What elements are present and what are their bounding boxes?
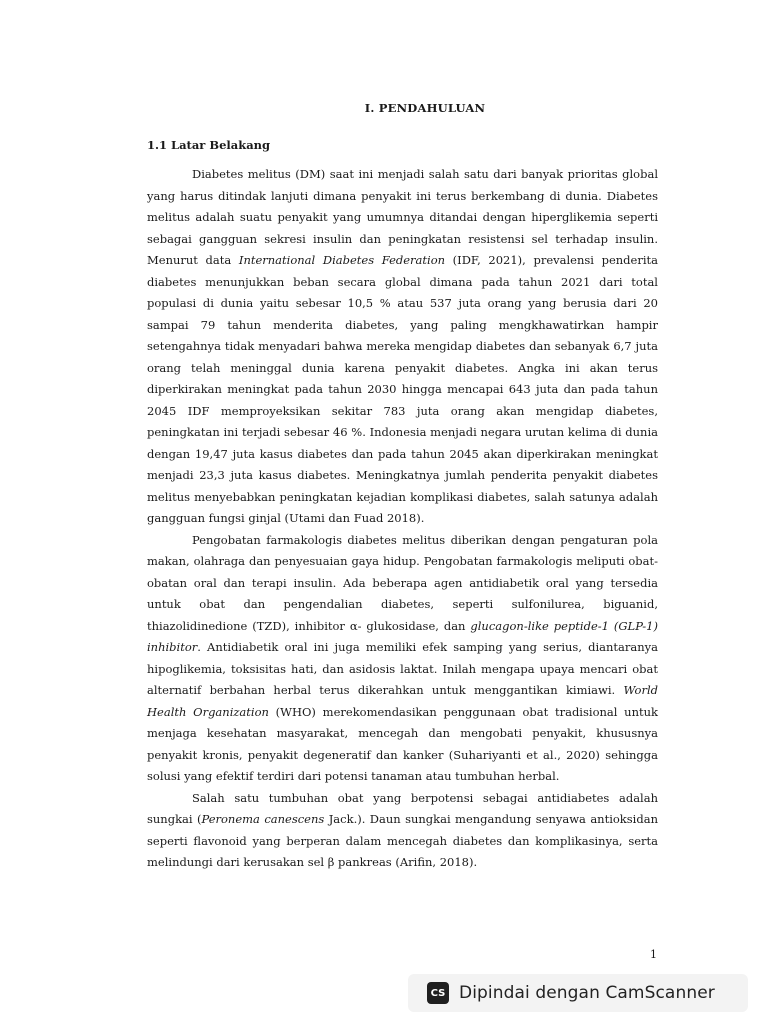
text-run: Pengobatan farmakologis diabetes melitus diberikan dengan pengaturan pola makan, olahraga dan penyesuaian gaya hidup. Pengobatan farmakologis meliputi obat-obatan oral dan terapi insulin. Ada beberapa agen antidiabetik oral yang tersedia untuk obat dan pengendalian diabetes, seperti sulfonilurea, biguanid, thiazolidinedione (TZD), inhibitor α- glukosidase, dan [147, 532, 658, 633]
paragraph [147, 530, 658, 788]
body-text [147, 164, 658, 874]
text-run-italic: World Health Organization [147, 683, 658, 719]
text-run: Diabetes melitus (DM) saat ini menjadi salah satu dari banyak prioritas global yang harus ditindak lanjuti dimana penyakit ini terus berkembang di dunia. Diabetes melitus adalah suatu penyakit yang umumnya ditandai dengan hiperglikemia seperti sebagai gangguan sekresi insulin dan peningkatan resistensi sel terhadap insulin. Menurut data [147, 167, 658, 267]
chapter-title: I. PENDAHULUAN [364, 101, 486, 115]
text-run: (IDF, 2021), prevalensi penderita diabetes menunjukkan beban secara global dimana pada tahun 2021 dari total populasi di dunia yaitu sebesar 10,5 % atau 537 juta orang yang berusia dari 20 sampai 79 tahun menderita diabetes, yang paling mengkhawatirkan hampir setengahnya tidak menyadari bahwa mereka mengidap diabetes dan sebanyak 6,7 juta orang telah meninggal dunia karena penyakit diabetes. Angka ini akan terus diperkirakan meningkat pada tahun 2030 hingga mencapai 643 juta dan pada tahun 2045 IDF memproyeksikan sekitar 783 juta orang akan mengidap diabetes, peningkatan ini terjadi sebesar 46 %. Indonesia menjadi negara urutan kelima di dunia dengan 19,47 juta kasus diabetes dan pada tahun 2045 akan diperkirakan meningkat menjadi 23,3 juta kasus diabetes. Meningkatnya jumlah penderita penyakit diabetes melitus menyebabkan peningkatan kejadian komplikasi diabetes, salah satunya adalah gangguan fungsi ginjal (Utami dan Fuad 2018). [147, 253, 658, 525]
section-title: 1.1 Latar Belakang [147, 138, 271, 152]
watermark-text: Dipindai dengan CamScanner [459, 983, 715, 1003]
paragraph [147, 164, 658, 530]
paragraph [147, 788, 658, 874]
camscanner-watermark [408, 974, 748, 1012]
text-run-italic: glucagon-like peptide-1 (GLP-1) inhibitor [147, 618, 658, 654]
camscanner-logo-icon: CS [427, 982, 449, 1004]
text-run: Salah satu tumbuhan obat yang berpotensi sebagai antidiabetes adalah sungkai ( [147, 790, 658, 826]
page-number: 1 [650, 948, 657, 961]
text-run-italic: Peronema canescens [201, 812, 325, 826]
text-run-italic: International Diabetes Federation [238, 253, 446, 267]
text-run: (WHO) merekomendasikan penggunaan obat tradisional untuk menjaga kesehatan masyarakat, mencegah dan mengobati penyakit, khususnya penyakit kronis, penyakit degeneratif dan kanker (Suhariyanti et al., 2020) sehingga solusi yang efektif terdiri dari potensi tanaman atau tumbuhan herbal. [147, 704, 658, 783]
text-run: Jack.). Daun sungkai mengandung senyawa antioksidan seperti flavonoid yang berperan dalam mencegah diabetes dan komplikasinya, serta melindungi dari kerusakan sel β pankreas (Arifin, 2018). [147, 812, 658, 869]
text-run: . Antidiabetik oral ini juga memiliki efek samping yang serius, diantaranya hipoglikemia, toksisitas hati, dan asidosis laktat. Inilah mengapa upaya mencari obat alternatif berbahan herbal terus dikerahkan untuk menggantikan kimiawi. [147, 640, 658, 697]
